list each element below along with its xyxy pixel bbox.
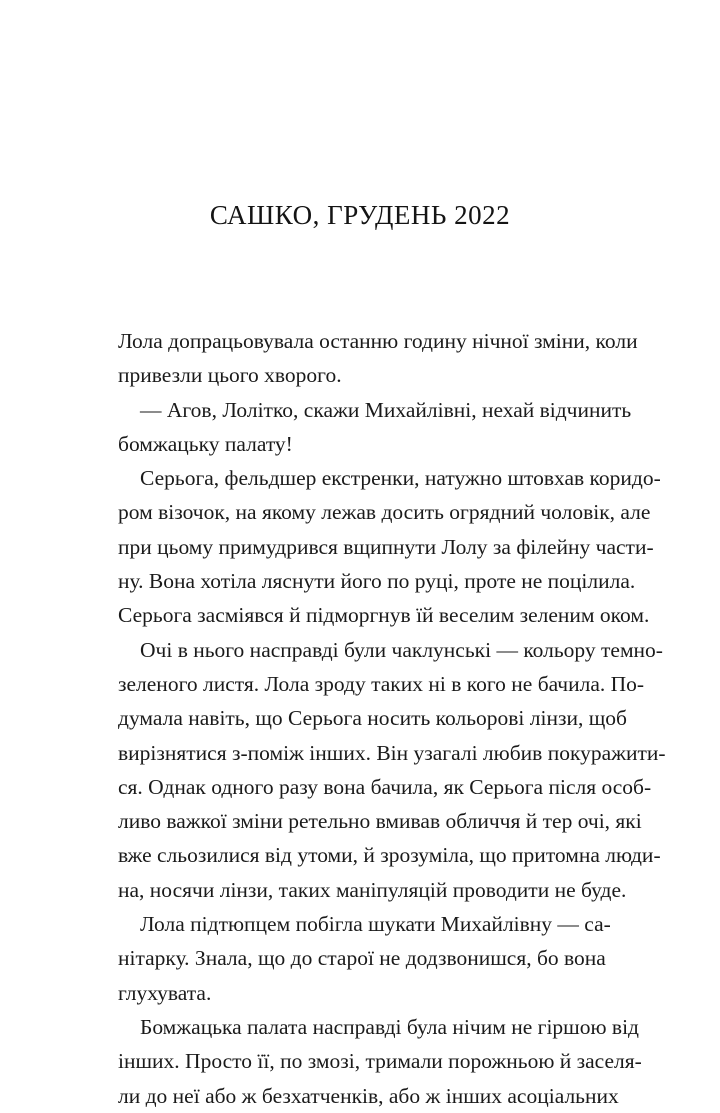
text-line: Лола підтюпцем побігла шукати Михайлівну — са- xyxy=(140,912,611,937)
text-line: привезли цього хворого. xyxy=(118,363,342,388)
text-line: інших. Просто її, по змозі, тримали порожньою й заселя- xyxy=(118,1049,642,1074)
text-line: ли до неї або ж безхатченків, або ж інших асоціальних xyxy=(118,1083,619,1108)
text-line: ром візочок, на якому лежав досить огрядний чоловік, але xyxy=(118,500,651,525)
text-line: вже сльозилися від утоми, й зрозуміла, що притомна люди- xyxy=(118,843,661,868)
text-line: ся. Однак одного разу вона бачила, як Серьога після особ- xyxy=(118,774,652,799)
text-line: Лола допрацьовувала останню годину нічної зміни, коли xyxy=(118,329,638,353)
text-line: на, носячи лінзи, таких маніпуляцій проводити не буде. xyxy=(118,877,627,902)
text-line: Очі в нього насправді були чаклунські — кольору темно- xyxy=(140,637,663,662)
text-line: вирізнятися з-поміж інших. Він узагалі любив покуражити- xyxy=(118,740,666,765)
text-line: Серьога, фельдшер екстренки, натужно штовхав коридо- xyxy=(140,466,661,491)
text-line: — Агов, Лолітко, скажи Михайлівні, нехай відчинить xyxy=(140,397,632,422)
text-line: ливо важкої зміни ретельно вмивав обличчя й тер очі, які xyxy=(118,809,642,834)
text-line: думала навіть, що Серьога носить кольорові лінзи, щоб xyxy=(118,706,627,731)
text-line: нітарку. Знала, що до старої не додзвонишся, бо вона xyxy=(118,946,606,971)
chapter-title: САШКО, ГРУДЕНЬ 2022 xyxy=(209,200,511,230)
text-line: Бомжацька палата насправді була нічим не гіршою від xyxy=(140,1014,639,1039)
text-line: ну. Вона хотіла ляснути його по руці, проте не поцілила. xyxy=(118,569,636,594)
text-line: зеленого листя. Лола зроду таких ні в кого не бачила. По- xyxy=(118,671,645,696)
text-line: Серьога засміявся й підморгнув їй веселим зеленим оком. xyxy=(118,603,650,628)
text-line: бомжацьку палату! xyxy=(118,431,293,456)
text-line: при цьому примудрився вщипнути Лолу за філейну части- xyxy=(118,534,654,559)
body-text xyxy=(118,324,666,1113)
text-line: глухувата. xyxy=(118,980,212,1005)
